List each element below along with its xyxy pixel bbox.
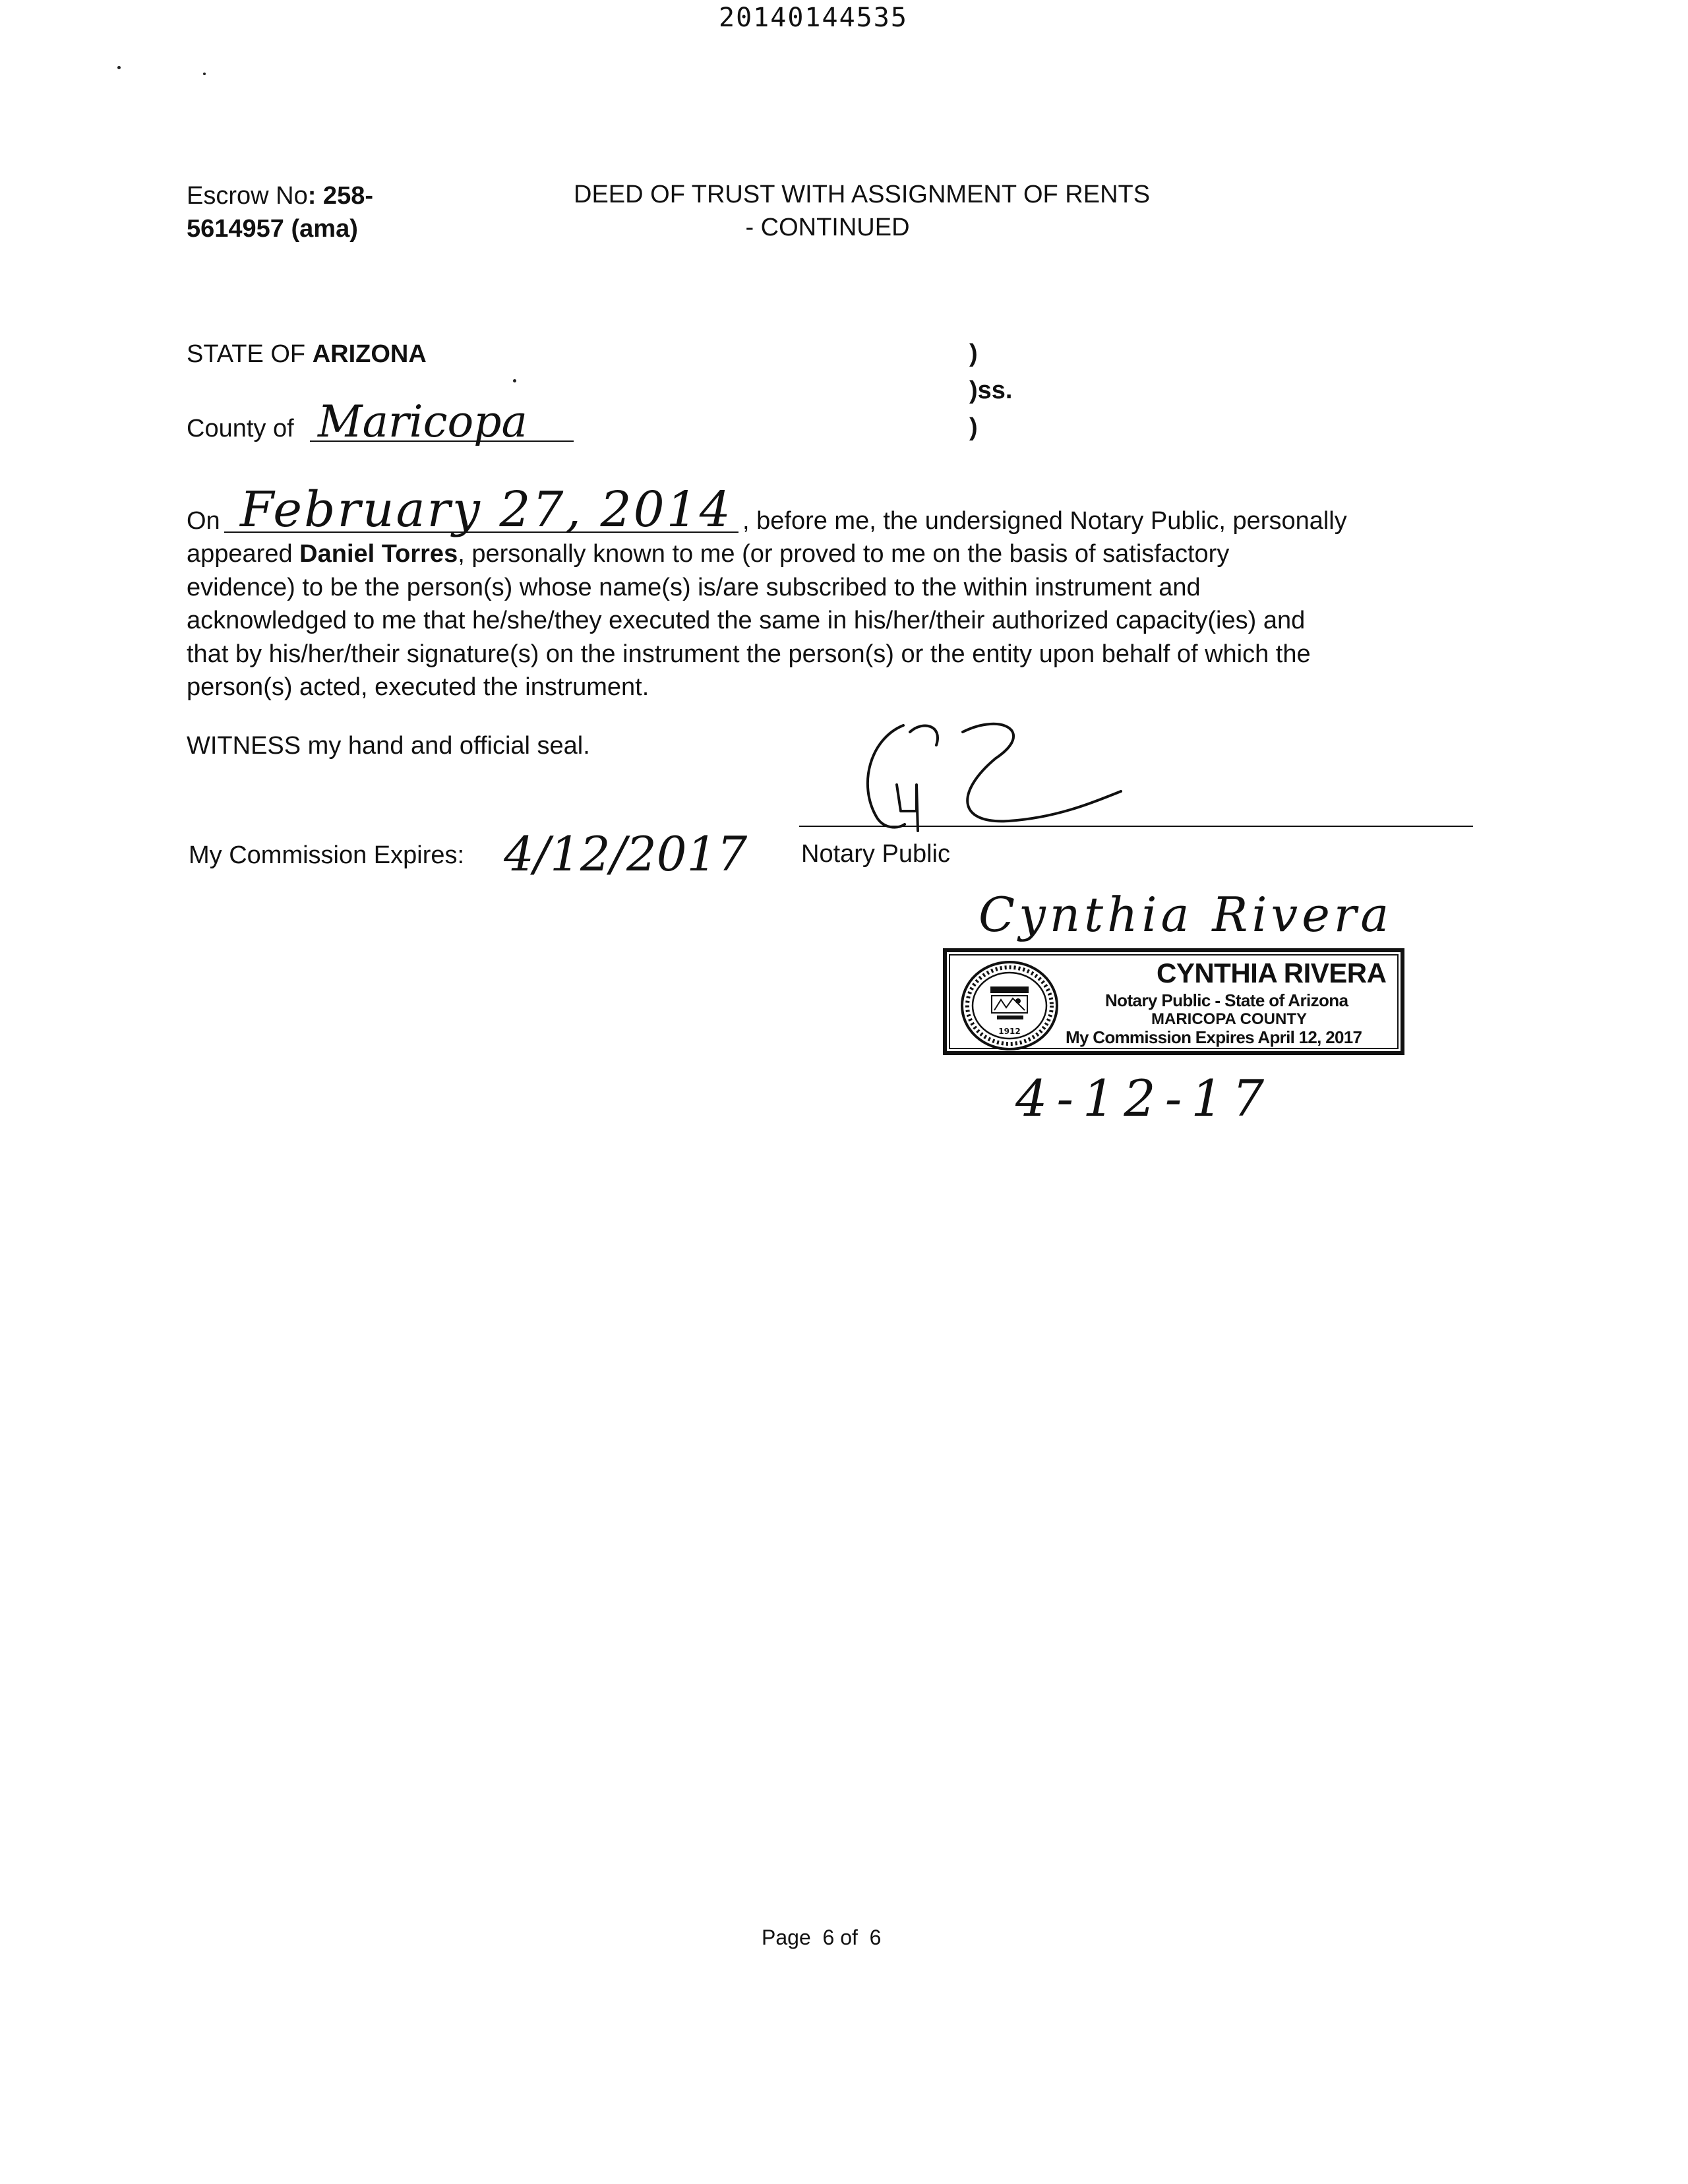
commission-date-handwritten xyxy=(501,818,752,890)
ack-line1-rest: , before me, the undersigned Notary Public, personally xyxy=(742,507,1347,535)
signature-line xyxy=(799,826,1473,827)
notary-name-text: Cynthia Rivera xyxy=(979,887,1393,942)
stamp-notary-name: CYNTHIA RIVERA xyxy=(1157,957,1387,988)
county-label: County of xyxy=(187,415,294,442)
state-line xyxy=(187,338,427,371)
page-number: Page 6 of 6 xyxy=(762,1926,882,1949)
ack-line2-rest: , personally known to me (or proved to me on the basis of satisfactory xyxy=(458,540,1230,568)
ack-line5: that by his/her/their signature(s) on the instrument the person(s) or the entity upon behalf of which the xyxy=(187,640,1311,668)
document-title-line1: DEED OF TRUST WITH ASSIGNMENT OF RENTS xyxy=(574,181,1151,208)
document-title-line2: - CONTINUED xyxy=(745,214,910,241)
seal-year: 1912 xyxy=(998,1027,1021,1036)
on-label: On xyxy=(187,507,220,535)
commission-expires-label: My Commission Expires: xyxy=(189,841,465,869)
county-handwritten xyxy=(316,396,580,448)
scan-speck xyxy=(513,379,516,382)
escrow-number-part1: : 258- xyxy=(307,182,373,210)
acknowledgment-paragraph xyxy=(187,537,1505,704)
document-title xyxy=(574,178,1151,244)
scan-speck xyxy=(117,66,121,69)
witness-text: WITNESS my hand and official seal. xyxy=(187,732,590,760)
appeared-name: Daniel Torres xyxy=(299,540,458,568)
notary-name-handwritten xyxy=(976,877,1477,950)
commission-date-text: 4/12/2017 xyxy=(504,826,748,882)
notary-stamp xyxy=(943,948,1404,1055)
scan-speck xyxy=(203,73,206,75)
ack-line4: acknowledged to me that he/she/they executed the same in his/her/their authorized capacity(ies) and xyxy=(187,607,1306,634)
ss-line: )ss. xyxy=(969,377,1013,404)
stamp-commission-expires: My Commission Expires April 12, 2017 xyxy=(1066,1027,1362,1047)
escrow-number-block xyxy=(187,179,373,245)
ss-line: ) xyxy=(969,413,978,441)
stamp-date-text: 4-12-17 xyxy=(1015,1069,1274,1128)
state-seal-icon xyxy=(960,960,1059,1051)
ss-line: ) xyxy=(969,340,978,367)
notary-public-label: Notary Public xyxy=(801,840,950,868)
ack-line6: person(s) acted, executed the instrument. xyxy=(187,673,649,701)
document-number: 20140144535 xyxy=(719,3,908,33)
ss-block xyxy=(969,335,1012,446)
ack-line2-prefix: appeared xyxy=(187,540,300,568)
date-handwritten-text: February 27, 2014 xyxy=(240,481,733,538)
notary-signature xyxy=(844,712,1147,837)
escrow-label: Escrow No xyxy=(187,182,308,210)
state-label: STATE OF xyxy=(187,340,313,368)
county-handwritten-text: Maricopa xyxy=(318,396,528,447)
escrow-number-part2: 5614957 (ama) xyxy=(187,215,358,243)
stamp-date-handwritten xyxy=(1009,1062,1339,1134)
stamp-notary-title: Notary Public - State of Arizona xyxy=(1105,990,1348,1010)
ack-line3: evidence) to be the person(s) whose name(s) is/are subscribed to the within instrument and xyxy=(187,573,1201,601)
state-name: ARIZONA xyxy=(312,340,427,368)
date-handwritten xyxy=(237,473,738,539)
stamp-county: MARICOPA COUNTY xyxy=(1151,1010,1307,1028)
